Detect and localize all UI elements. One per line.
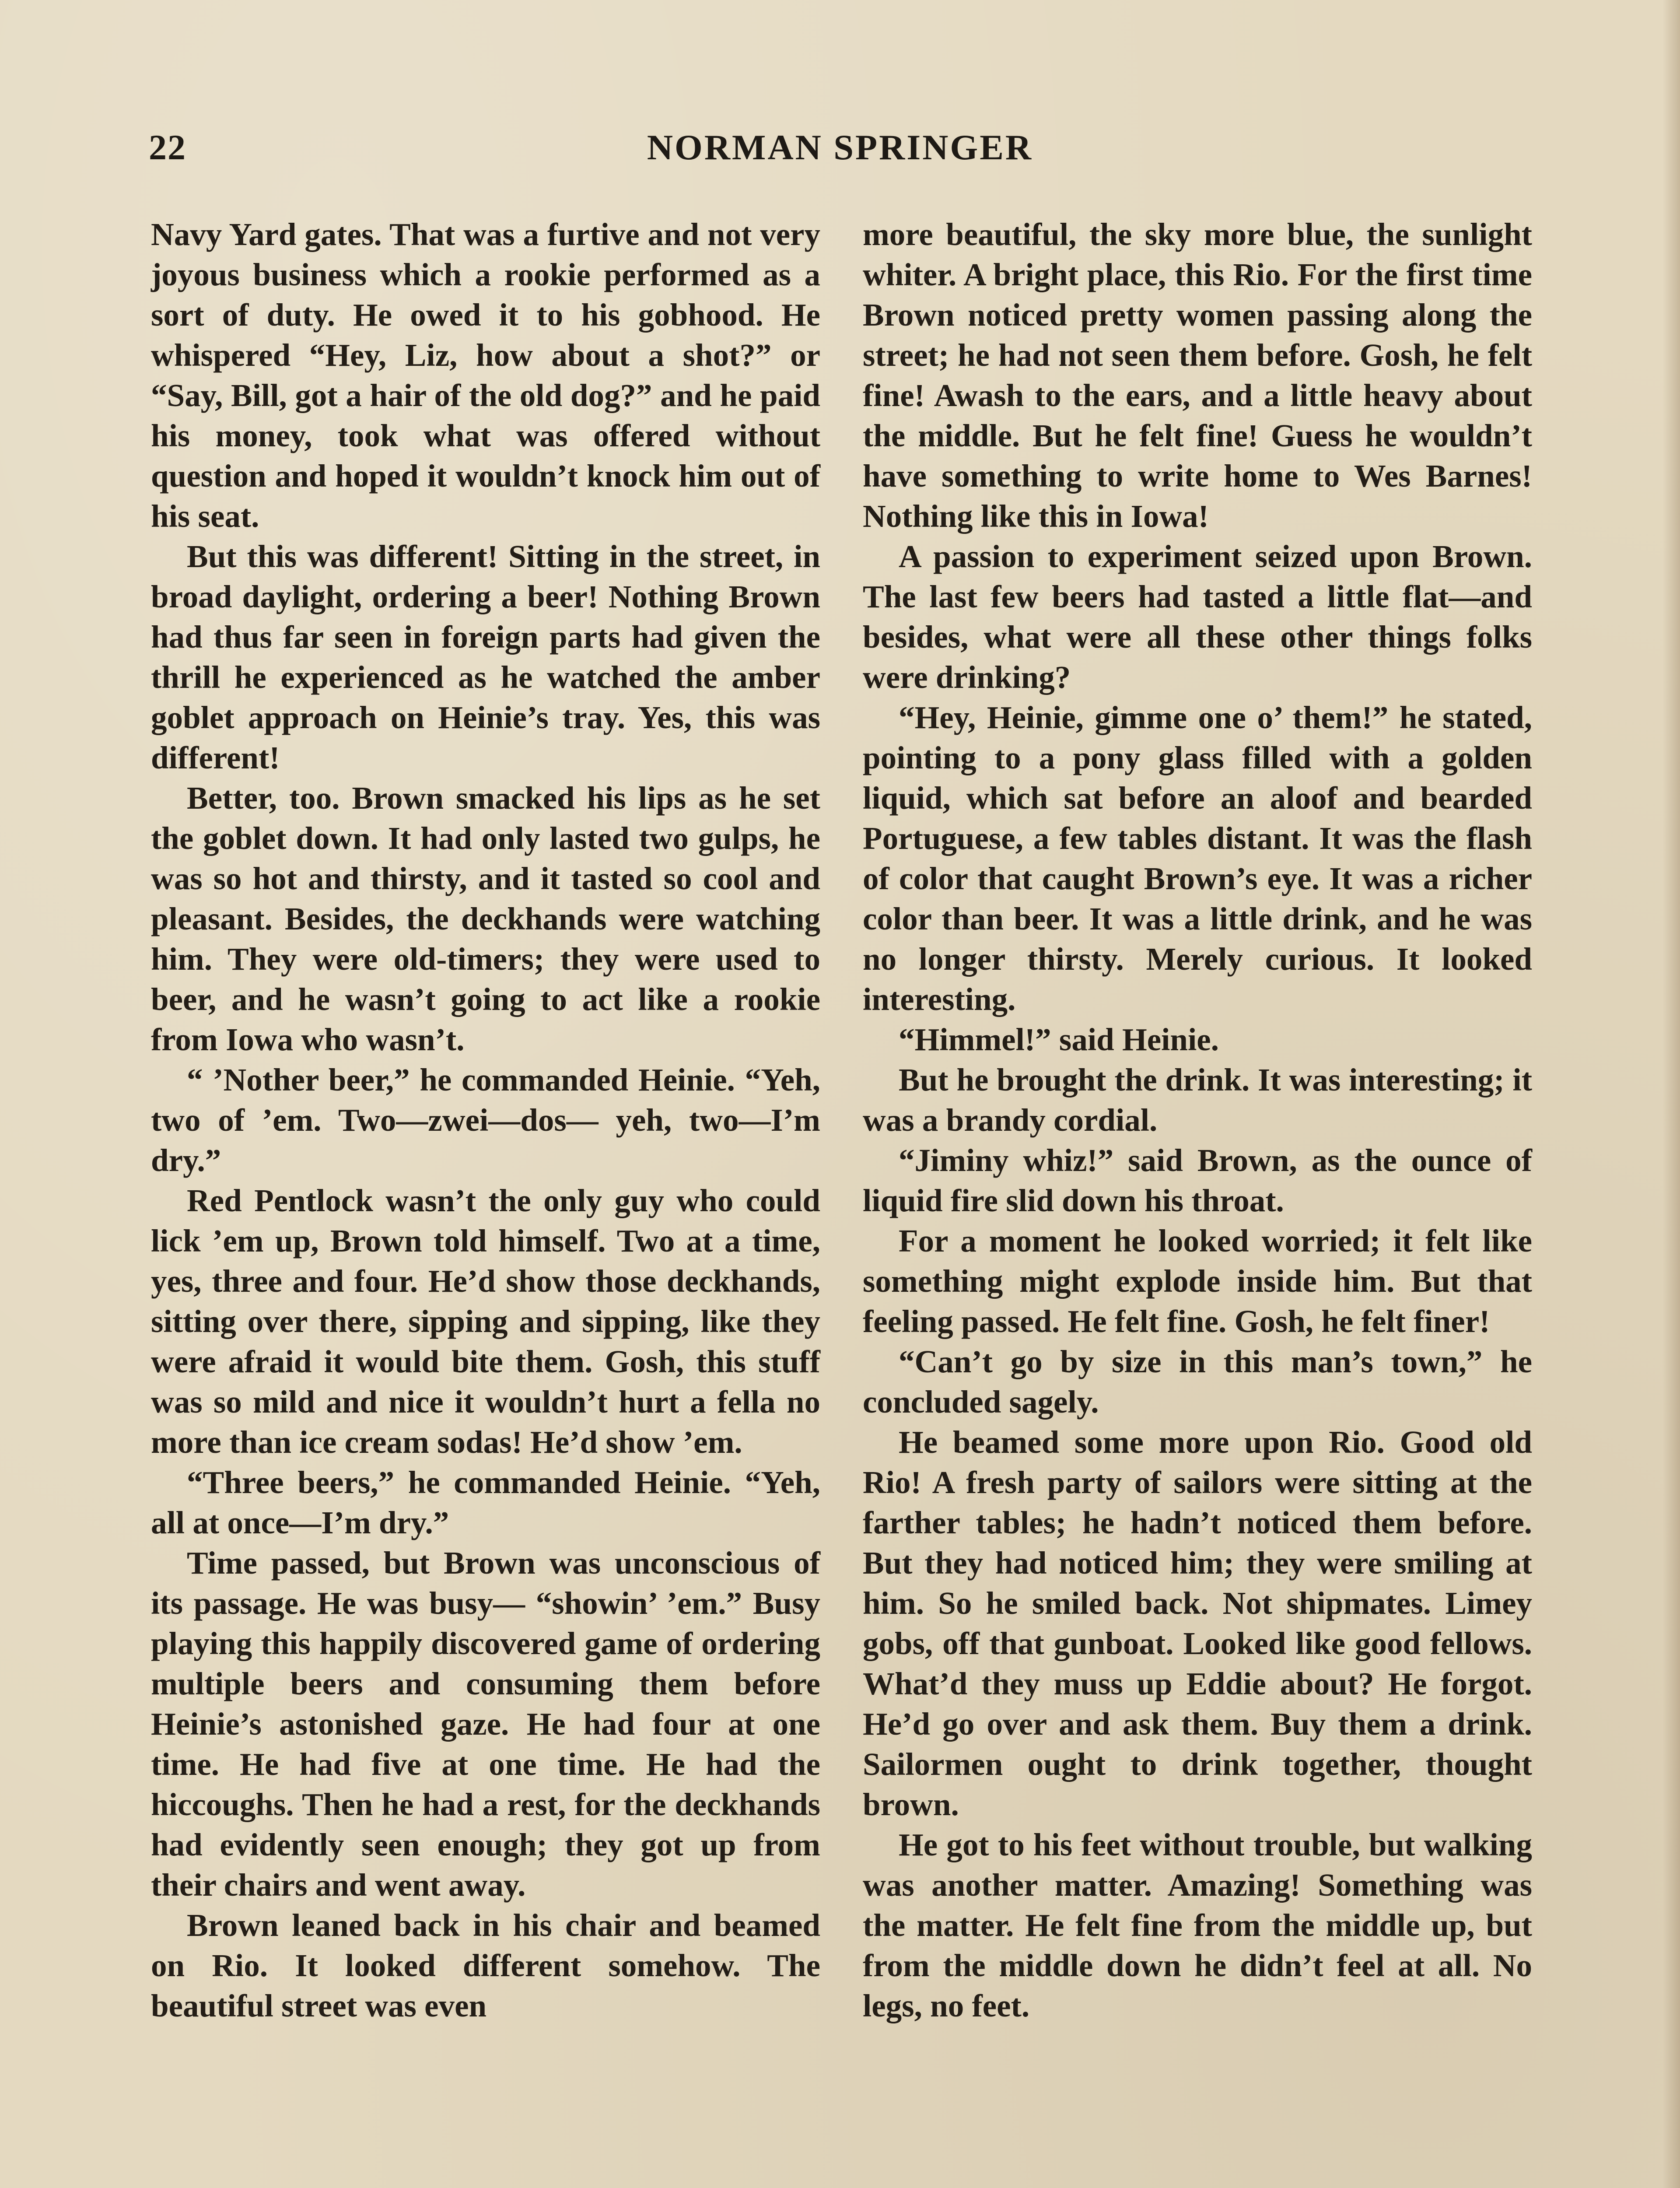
left-column xyxy=(151,214,820,2026)
paragraph: more beautiful, the sky more blue, the sunlight whiter. A bright place, this Rio. For the first time Brown noticed pretty women passing along the street; he had not seen them before. Gosh, he felt fine! Awash to the ears, and a little heavy about the middle. But he felt fine! Guess he wouldn’t have something to write home to Wes Barnes! Nothing like this in Iowa! xyxy=(863,217,1532,534)
paragraph: But he brought the drink. It was interesting; it was a brandy cordial. xyxy=(863,1062,1532,1138)
paragraph: He beamed some more upon Rio. Good old Rio! A fresh party of sailors were sitting at the farther tables; he hadn’t noticed them before. But they had noticed him; they were smiling at him. So he smiled back. Not shipmates. Limey gobs, off that gunboat. Looked like good fellows. What’d they muss up Eddie about? He forgot. He’d go over and ask them. Buy them a drink. Sailormen ought to drink together, thought brown. xyxy=(863,1424,1532,1822)
paragraph: Time passed, but Brown was unconscious of its passage. He was busy— “showin’ ’em.” Busy playing this happily discovered game of ordering multiple beers and consuming them before Heinie’s astonished gaze. He had four at one time. He had five at one time. He had the hiccoughs. Then he had a rest, for the deckhands had evidently seen enough; they got up from their chairs and went away. xyxy=(151,1545,820,1903)
page-edge-shadow xyxy=(1662,0,1680,2188)
right-column xyxy=(863,214,1532,2026)
paragraph: A passion to experiment seized upon Brown. The last few beers had tasted a little flat—and besides, what were all these other things folks were drinking? xyxy=(863,539,1532,695)
paragraph: “ ’Nother beer,” he commanded Heinie. “Yeh, two of ’em. Two—zwei—dos— yeh, two—I’m dry.” xyxy=(151,1062,820,1178)
paragraph: For a moment he looked worried; it felt like something might explode inside him. But that feeling passed. He felt fine. Gosh, he felt finer! xyxy=(863,1223,1532,1339)
page-number: 22 xyxy=(149,127,186,167)
running-head: NORMAN SPRINGER xyxy=(647,127,1033,167)
page-header xyxy=(149,127,1531,179)
paragraph: “Hey, Heinie, gimme one o’ them!” he stated, pointing to a pony glass filled with a golden liquid, which sat before an aloof and bearded Portuguese, a few tables distant. It was the flash of color that caught Brown’s eye. It was a richer color than beer. It was a little drink, and he was no longer thirsty. Merely curious. It looked interesting. xyxy=(863,700,1532,1017)
paragraph: Brown leaned back in his chair and beamed on Rio. It looked different somehow. The beautiful street was even xyxy=(151,1907,820,2023)
paragraph: “Himmel!” said Heinie. xyxy=(899,1022,1219,1057)
paragraph: “Jiminy whiz!” said Brown, as the ounce of liquid fire slid down his throat. xyxy=(863,1143,1532,1218)
paragraph: He got to his feet without trouble, but walking was another matter. Amazing! Something was the matter. He felt fine from the middle up, but from the middle down he didn’t feel at all. No legs, no feet. xyxy=(863,1827,1532,2023)
paragraph: Better, too. Brown smacked his lips as he set the goblet down. It had only lasted two gulps, he was so hot and thirsty, and it tasted so cool and pleasant. Besides, the deckhands were watching him. They were old-timers; they were used to beer, and he wasn’t going to act like a rookie from Iowa who wasn’t. xyxy=(151,780,820,1057)
paragraph: Navy Yard gates. That was a furtive and not very joyous business which a rookie performed as a sort of duty. He owed it to his gobhood. He whispered “Hey, Liz, how about a shot?” or “Say, Bill, got a hair of the old dog?” and he paid his money, took what was offered without question and hoped it wouldn’t knock him out of his seat. xyxy=(151,217,820,534)
paragraph: Red Pentlock wasn’t the only guy who could lick ’em up, Brown told himself. Two at a time, yes, three and four. He’d show those deckhands, sitting over there, sipping and sipping, like they were afraid it would bite them. Gosh, this stuff was so mild and nice it wouldn’t hurt a fella no more than ice cream sodas! He’d show ’em. xyxy=(151,1183,820,1460)
paragraph: “Can’t go by size in this man’s town,” he concluded sagely. xyxy=(863,1344,1532,1420)
paragraph: “Three beers,” he commanded Heinie. “Yeh, all at once—I’m dry.” xyxy=(151,1465,820,1540)
paragraph: But this was different! Sitting in the street, in broad daylight, ordering a beer! Nothing Brown had thus far seen in foreign parts had given the thrill he experienced as he watched the amber goblet approach on Heinie’s tray. Yes, this was different! xyxy=(151,539,820,775)
